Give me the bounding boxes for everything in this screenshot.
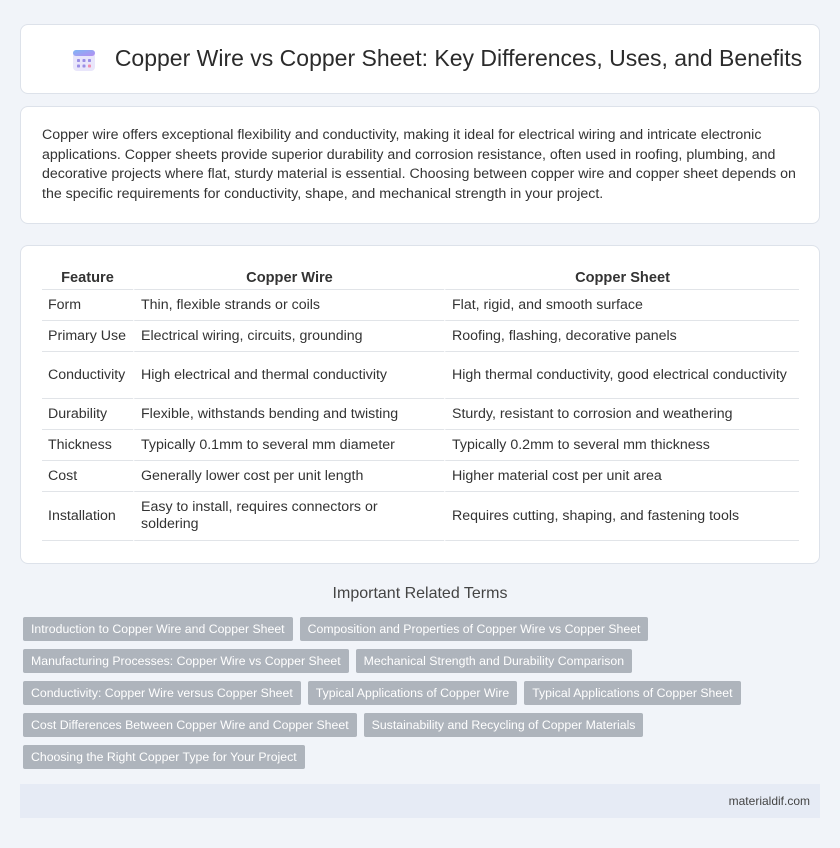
table-cell: Typically 0.2mm to several mm thickness <box>444 430 799 461</box>
table-cell: Cost <box>42 461 133 492</box>
intro-card <box>20 106 820 224</box>
related-term-link[interactable]: Introduction to Copper Wire and Copper Sheet <box>23 617 293 641</box>
related-term-link[interactable]: Cost Differences Between Copper Wire and Copper Sheet <box>23 713 357 737</box>
related-term-link[interactable]: Mechanical Strength and Durability Comparison <box>356 649 632 673</box>
table-cell: Easy to install, requires connectors or soldering <box>133 492 444 541</box>
table-row <box>42 461 799 492</box>
header-card <box>20 24 820 94</box>
table-row <box>42 399 799 430</box>
table-cell: Installation <box>42 492 133 541</box>
table-cell: Durability <box>42 399 133 430</box>
table-cell: Thin, flexible strands or coils <box>133 290 444 321</box>
comparison-table <box>42 266 799 541</box>
column-header: Copper Wire <box>133 266 444 290</box>
related-term-link[interactable]: Choosing the Right Copper Type for Your Project <box>23 745 305 769</box>
table-cell: High electrical and thermal conductivity <box>133 352 444 399</box>
table-cell: Sturdy, resistant to corrosion and weathering <box>444 399 799 430</box>
related-term-link[interactable]: Manufacturing Processes: Copper Wire vs Copper Sheet <box>23 649 349 673</box>
table-header-row <box>42 266 799 290</box>
related-terms-list <box>23 617 823 769</box>
table-row <box>42 430 799 461</box>
related-term-link[interactable]: Typical Applications of Copper Wire <box>308 681 517 705</box>
table-cell: Roofing, flashing, decorative panels <box>444 321 799 352</box>
page-title: Copper Wire vs Copper Sheet: Key Differences, Uses, and Benefits <box>114 45 803 71</box>
table-cell: Form <box>42 290 133 321</box>
comparison-table-card <box>20 245 820 564</box>
table-row <box>42 290 799 321</box>
footer-site-name: materialdif.com <box>728 794 810 808</box>
column-header: Feature <box>42 266 133 290</box>
table-row <box>42 492 799 541</box>
calendar-grid-icon <box>71 47 97 73</box>
table-cell: Requires cutting, shaping, and fastening tools <box>444 492 799 541</box>
related-term-link[interactable]: Conductivity: Copper Wire versus Copper Sheet <box>23 681 301 705</box>
table-cell: Conductivity <box>42 352 133 399</box>
table-cell: High thermal conductivity, good electrical conductivity <box>444 352 799 399</box>
table-row <box>42 352 799 399</box>
table-cell: Electrical wiring, circuits, grounding <box>133 321 444 352</box>
table-cell: Typically 0.1mm to several mm diameter <box>133 430 444 461</box>
related-term-link[interactable]: Sustainability and Recycling of Copper Materials <box>364 713 644 737</box>
related-terms-title: Important Related Terms <box>332 585 508 602</box>
table-cell: Generally lower cost per unit length <box>133 461 444 492</box>
column-header: Copper Sheet <box>444 266 799 290</box>
table-cell: Flexible, withstands bending and twisting <box>133 399 444 430</box>
table-row <box>42 321 799 352</box>
table-cell: Primary Use <box>42 321 133 352</box>
related-term-link[interactable]: Typical Applications of Copper Sheet <box>524 681 740 705</box>
intro-paragraph: Copper wire offers exceptional flexibility and conductivity, making it ideal for electrical wiring and intricate electronic applications. Copper sheets provide superior durability and corrosion resistance, often used in roofing, plumbing, and decorative projects where flat, sturdy material is essential. Choosing between copper wire and copper sheet depends on the specific requirements for conductivity, shape, and mechanical strength in your project. <box>42 127 796 202</box>
footer <box>20 784 820 818</box>
table-cell: Flat, rigid, and smooth surface <box>444 290 799 321</box>
table-cell: Thickness <box>42 430 133 461</box>
table-cell: Higher material cost per unit area <box>444 461 799 492</box>
related-term-link[interactable]: Composition and Properties of Copper Wire vs Copper Sheet <box>300 617 649 641</box>
